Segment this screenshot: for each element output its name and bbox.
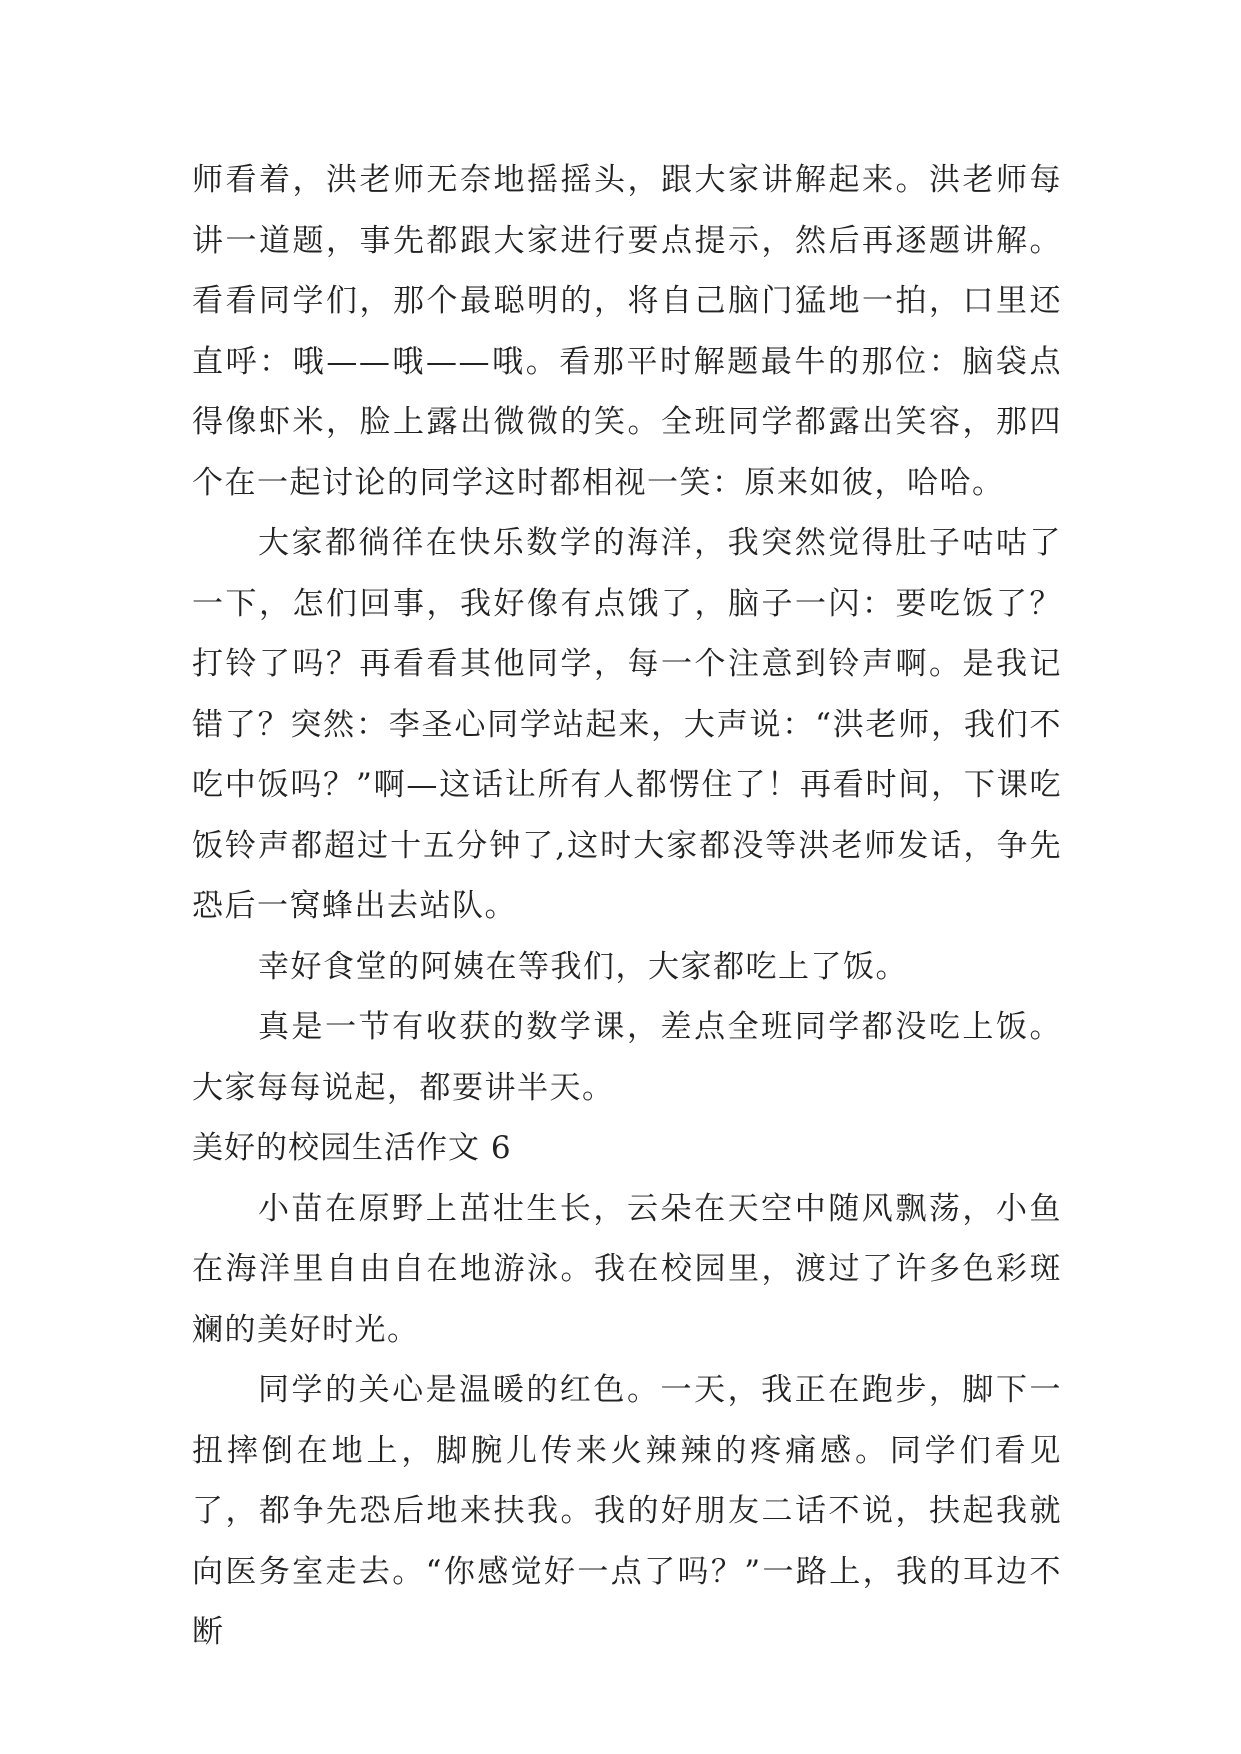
section-heading: 美好的校园生活作文 6: [192, 1130, 512, 1166]
paragraph: 师看着，洪老师无奈地摇摇头，跟大家讲解起来。洪老师每讲一道题，事先都跟大家进行要点提示，然后再逐题讲解。看看同学们，那个最聪明的，将自己脑门猛地一拍，口里还直呼：哦——哦——哦。看那平时解题最牛的那位：脑袋点得像虾米，脸上露出微微的笑。全班同学都露出笑容，那四个在一起讨论的同学这时都相视一笑：原来如彼，哈哈。: [192, 162, 1062, 501]
paragraph: 真是一节有收获的数学课，差点全班同学都没吃上饭。大家每每说起，都要讲半天。: [192, 1009, 1062, 1106]
paragraph: 幸好食堂的阿姨在等我们，大家都吃上了饭。: [258, 948, 908, 985]
paragraph: 同学的关心是温暖的红色。一天，我正在跑步，脚下一扭摔倒在地上，脚腕儿传来火辣辣的疼痛感。同学们看见了，都争先恐后地来扶我。我的好朋友二话不说，扶起我就向医务室走去。“你感觉好一点了吗？”一路上，我的耳边不断: [192, 1372, 1062, 1650]
paragraph: 小苗在原野上茁壮生长，云朵在天空中随风飘荡，小鱼在海洋里自由自在地游泳。我在校园里，渡过了许多色彩斑斓的美好时光。: [192, 1190, 1062, 1348]
paragraph: 大家都徜徉在快乐数学的海洋，我突然觉得肚子咕咕了一下，怎们回事，我好像有点饿了，脑子一闪：要吃饭了？打铃了吗？再看看其他同学，每一个注意到铃声啊。是我记错了？突然：李圣心同学站起来，大声说：“洪老师，我们不吃中饭吗？”啊—这话让所有人都愣住了！再看时间，下课吃饭铃声都超过十五分钟了,这时大家都没等洪老师发话，争先恐后一窝蜂出去站队。: [192, 525, 1062, 924]
document-body: [192, 150, 1062, 1663]
